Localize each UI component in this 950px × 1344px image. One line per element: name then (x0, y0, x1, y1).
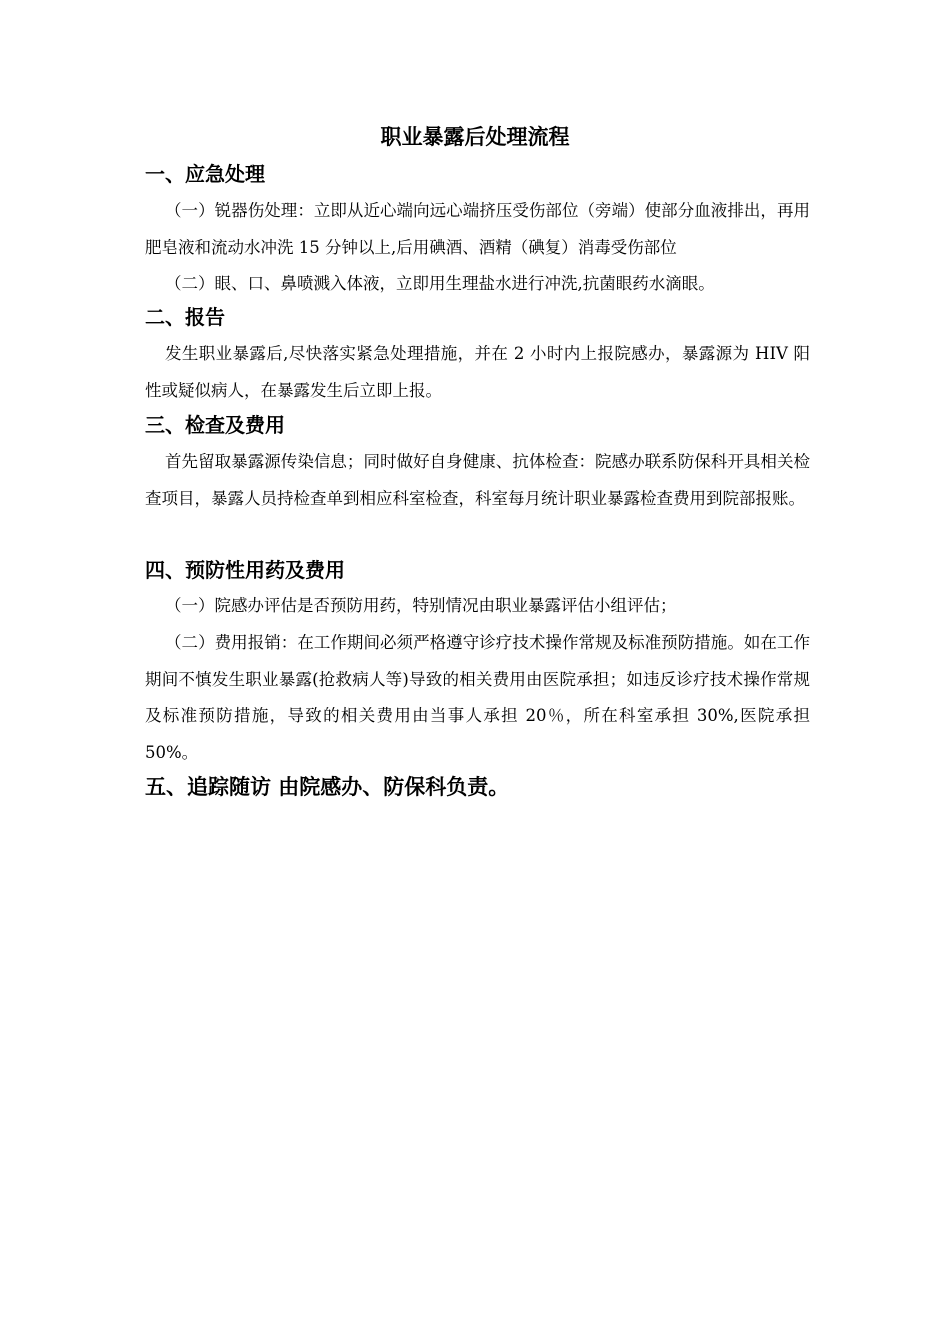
document-title: 职业暴露后处理流程 (380, 125, 570, 149)
paragraph-examination: 首先留取暴露源传染信息；同时做好自身健康、抗体检查：院感办联系防保科开具相关检查项目，暴露人员持检查单到相应科室检查，科室每月统计职业暴露检查费用到院部报账。 (145, 452, 810, 508)
paragraph-prophylaxis-assessment: （一）院感办评估是否预防用药，特别情况由职业暴露评估小组评估； (165, 596, 677, 615)
section-heading-examination: 三、检查及费用 (145, 413, 285, 437)
section-heading-follow-up: 五、追踪随访 由院感办、防保科负责。 (145, 775, 510, 799)
paragraph-sharps-injury: （一）锐器伤处理：立即从近心端向远心端挤压受伤部位（旁端）使部分血液排出，再用肥皂液和流动水冲洗 15 分钟以上,后用碘酒、酒精（碘复）消毒受伤部位 (145, 201, 810, 257)
section-heading-report: 二、报告 (145, 305, 225, 329)
paragraph-report: 发生职业暴露后,尽快落实紧急处理措施，并在 2 小时内上报院感办，暴露源为 HIV 阳性或疑似病人，在暴露发生后立即上报。 (145, 344, 810, 400)
section-heading-emergency: 一、应急处理 (145, 162, 265, 186)
paragraph-expense-reimbursement: （二）费用报销：在工作期间必须严格遵守诊疗技术操作常规及标准预防措施。如在工作期间不慎发生职业暴露(抢救病人等)导致的相关费用由医院承担；如违反诊疗技术操作常规及标准预防措施，导致的相关费用由当事人承担 20％，所在科室承担 30%,医院承担 50%。 (145, 633, 810, 762)
paragraph-splash-exposure: （二）眼、口、鼻喷溅入体液，立即用生理盐水进行冲洗,抗菌眼药水滴眼。 (165, 274, 715, 293)
section-heading-prophylaxis: 四、预防性用药及费用 (145, 558, 345, 582)
